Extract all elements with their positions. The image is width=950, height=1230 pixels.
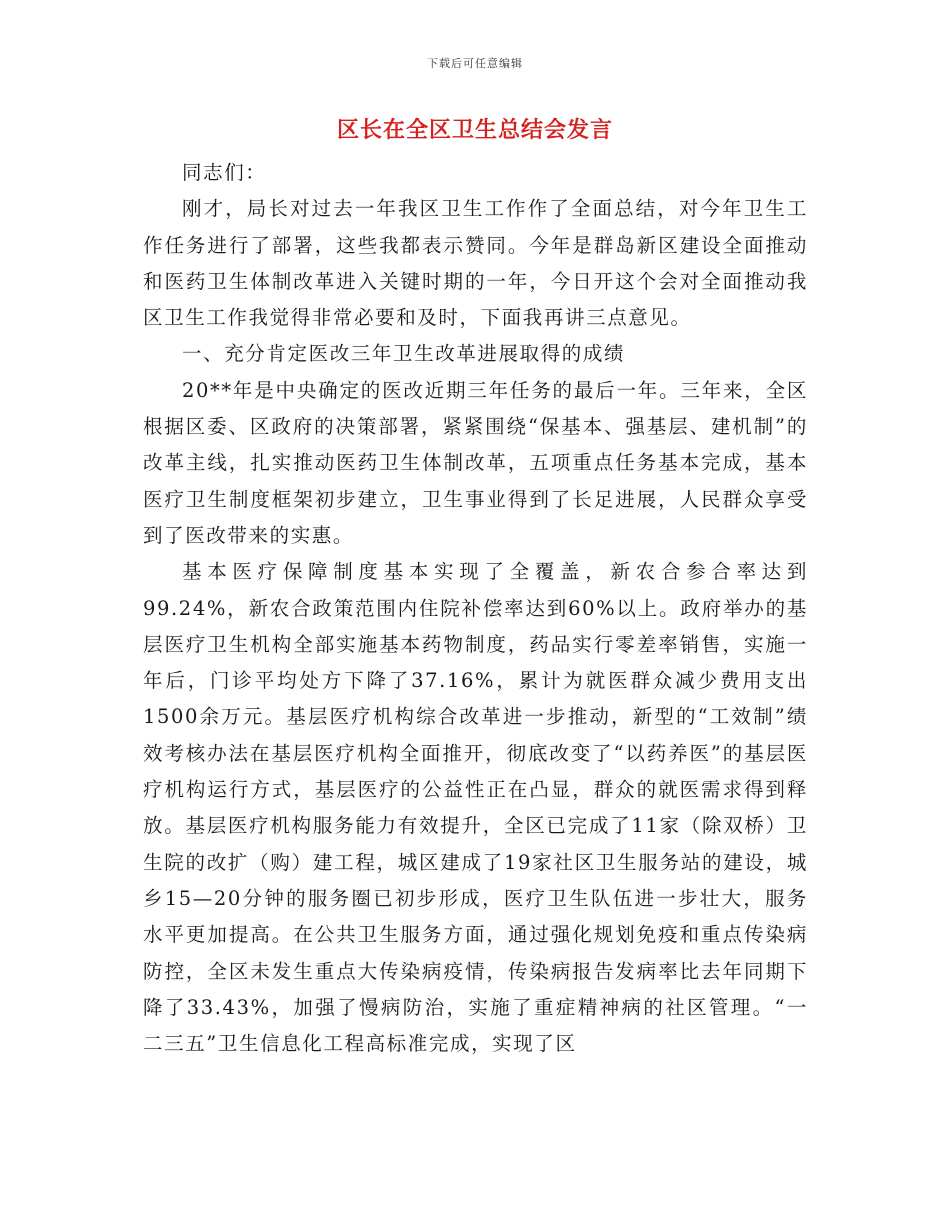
document-body (143, 155, 808, 1062)
section-heading: 一、充分肯定医改三年卫生改革进展取得的成绩 (182, 342, 626, 366)
salutation-paragraph: 同志们： (182, 161, 267, 184)
header-note: 下载后可任意编辑 (427, 57, 523, 70)
healthcare-details-paragraph: 基本医疗保障制度基本实现了全覆盖，新农合参合率达到99.24%，新农合政策范围内住院补偿率达到60%以上。政府举办的基层医疗卫生机构全部实施基本药物制度，药品实行零差率销售，实施一年后，门诊平均处方下降了37.16%，累计为就医群众减少费用支出1500余万元。基层医疗机构综合改革进一步推动，新型的“工效制”绩效考核办法在基层医疗机构全面推开，彻底改变了“以药养医”的基层医疗机构运行方式，基层医疗的公益性正在凸显，群众的就医需求得到释放。基层医疗机构服务能力有效提升，全区已完成了11家（除双桥）卫生院的改扩（购）建工程，城区建成了19家社区卫生服务站的建设，城乡15—20分钟的服务圈已初步形成，医疗卫生队伍进一步壮大，服务水平更加提高。在公共卫生服务方面，通过强化规划免疫和重点传染病防控，全区未发生重点大传染病疫情，传染病报告发病率比去年同期下降了33.43%，加强了慢病防治，实施了重症精神病的社区管理。“一二三五”卫生信息化工程高标准完成，实现了区 (143, 560, 808, 1056)
intro-paragraph: 刚才，局长对过去一年我区卫生工作作了全面总结，对今年卫生工作任务进行了部署，这些我都表示赞同。今年是群岛新区建设全面推动和医药卫生体制改革进入关键时期的一年，今日开这个会对全面推动我区卫生工作我觉得非常必要和及时，下面我再讲三点意见。 (143, 197, 808, 330)
document-title: 区长在全区卫生总结会发言 (336, 117, 613, 143)
achievements-paragraph: 20**年是中央确定的医改近期三年任务的最后一年。三年来，全区根据区委、区政府的决策部署，紧紧围绕“保基本、强基层、建机制”的改革主线，扎实推动医药卫生体制改革，五项重点任务基本完成，基本医疗卫生制度框架初步建立，卫生事业得到了长足进展，人民群众享受到了医改带来的实惠。 (143, 378, 808, 547)
